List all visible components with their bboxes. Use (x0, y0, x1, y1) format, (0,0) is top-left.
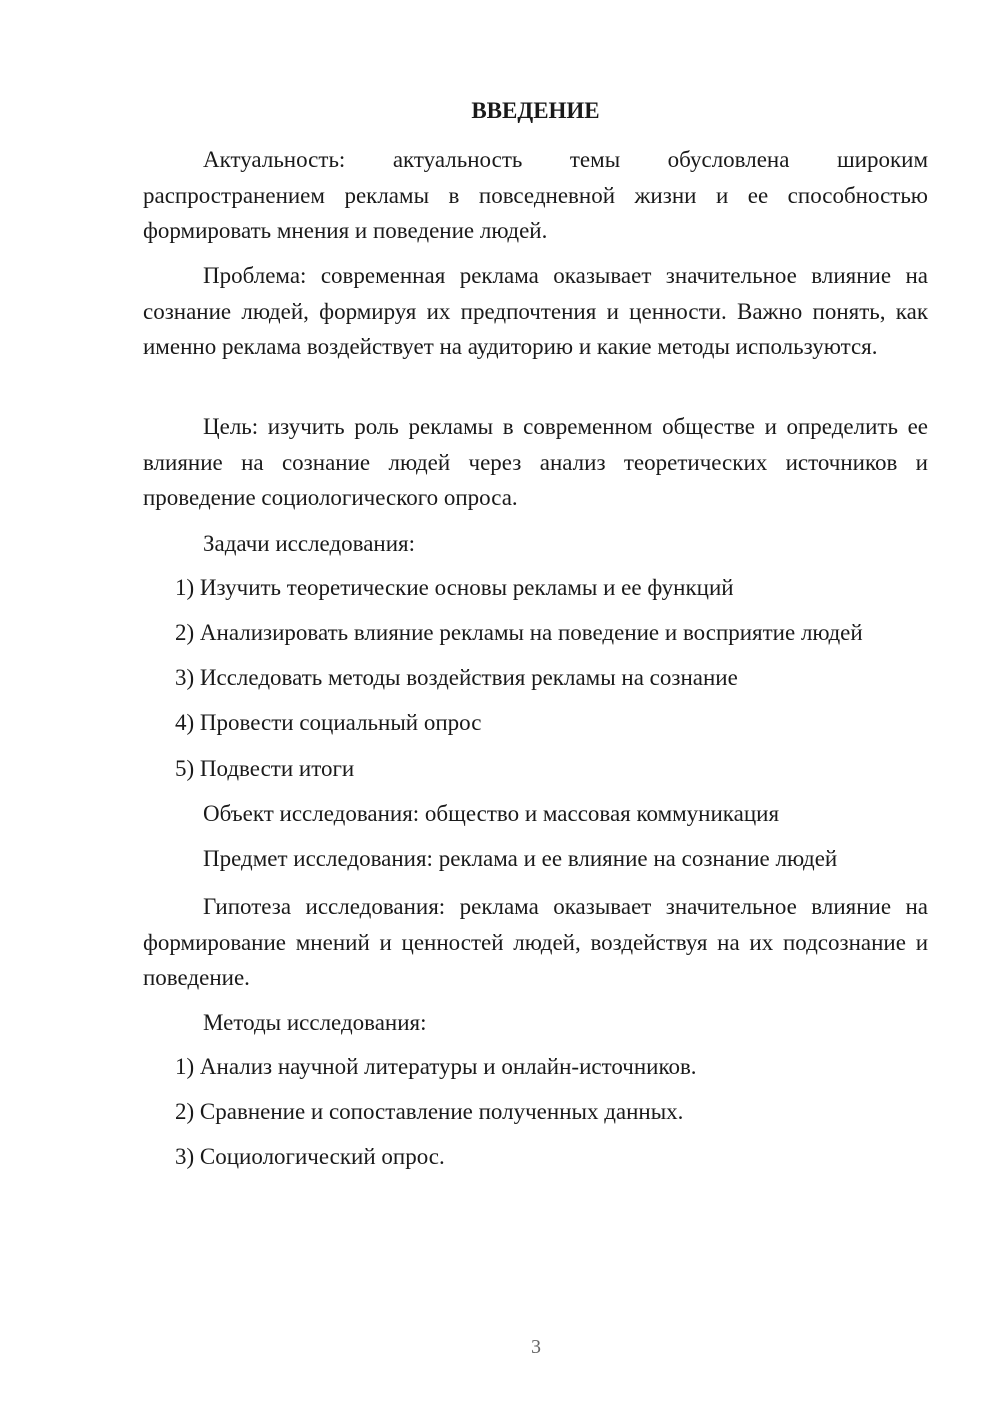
task-item: 1) Изучить теоретические основы рекламы и ее функций (175, 575, 734, 600)
task-item: 4) Провести социальный опрос (175, 710, 482, 735)
relevance-paragraph: Актуальность: актуальность темы обусловлена широким распространением рекламы в повседневной жизни и ее способностью формировать мнения и поведение людей. (143, 147, 928, 243)
tasks-heading: Задачи исследования: (203, 531, 416, 556)
section-title: ВВЕДЕНИЕ (471, 98, 600, 123)
method-item: 1) Анализ научной литературы и онлайн-источников. (175, 1054, 697, 1079)
task-item: 3) Исследовать методы воздействия рекламы на сознание (175, 665, 738, 690)
methods-heading: Методы исследования: (203, 1010, 427, 1035)
task-item: 5) Подвести итоги (175, 756, 355, 781)
research-object: Объект исследования: общество и массовая коммуникация (203, 801, 780, 826)
method-item: 3) Социологический опрос. (175, 1144, 445, 1169)
goal-paragraph: Цель: изучить роль рекламы в современном обществе и определить ее влияние на сознание людей через анализ теоретических источников и проведение социологического опроса. (143, 414, 928, 510)
method-item: 2) Сравнение и сопоставление полученных данных. (175, 1099, 684, 1124)
page-number: 3 (531, 1336, 541, 1358)
research-subject: Предмет исследования: реклама и ее влияние на сознание людей (203, 846, 838, 871)
task-item: 2) Анализировать влияние рекламы на поведение и восприятие людей (175, 620, 863, 645)
hypothesis-paragraph: Гипотеза исследования: реклама оказывает значительное влияние на формирование мнений и ценностей людей, воздействуя на их подсознание и поведение. (143, 894, 928, 990)
problem-paragraph: Проблема: современная реклама оказывает значительное влияние на сознание людей, формируя их предпочтения и ценности. Важно понять, как именно реклама воздействует на аудиторию и какие методы используются. (143, 263, 928, 359)
